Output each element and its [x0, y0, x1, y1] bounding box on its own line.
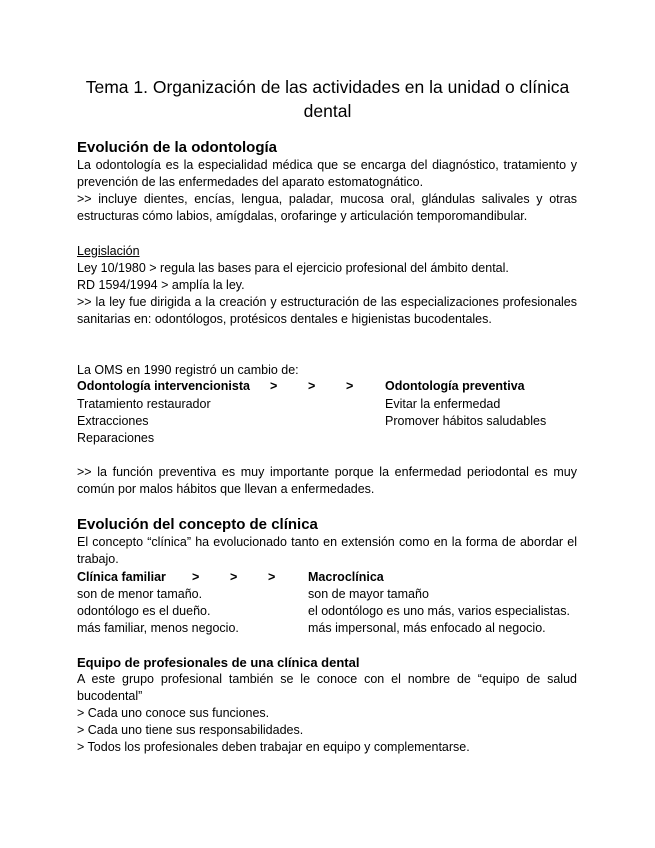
legislation-heading: Legislación — [77, 244, 140, 258]
legislation-line-1: Ley 10/1980 > regula las bases para el ejercicio profesional del ámbito dental. — [77, 261, 509, 275]
list-item: son de mayor tamaño — [308, 587, 429, 601]
list-item: Promover hábitos saludables — [385, 414, 547, 428]
oms-intro: La OMS en 1990 registró un cambio de: — [77, 363, 299, 377]
list-item: más familiar, menos negocio. — [77, 621, 239, 635]
oms-right-heading: Odontología preventiva — [385, 379, 525, 393]
list-item: Evitar la enfermedad — [385, 397, 501, 411]
oms-note: >> la función preventiva es muy importante porque la enfermedad periodontal es muy común por malos hábitos que llevan a enfermedades. — [77, 465, 577, 496]
oms-arrows — [270, 378, 353, 395]
list-item: Reparaciones — [77, 431, 155, 445]
paragraph-includes: >> incluye dientes, encías, lengua, paladar, mucosa oral, glándulas salivales y otras estructuras cómo labios, amígdalas, orofaringe y articulación temporomandibular. — [77, 192, 577, 223]
oms-left-heading: Odontología intervencionista — [77, 379, 250, 393]
list-item: Tratamiento restaurador — [77, 397, 211, 411]
legislation-line-2: RD 1594/1994 > amplía la ley. — [77, 278, 245, 292]
list-item: > Cada uno conoce sus funciones. — [77, 706, 270, 720]
arrow: > — [230, 570, 238, 584]
arrow: > — [268, 570, 276, 584]
list-item: son de menor tamaño. — [77, 587, 203, 601]
section-heading-equipo: Equipo de profesionales de una clínica dental — [77, 655, 360, 670]
list-item: > Todos los profesionales deben trabajar en equipo y complementarse. — [77, 740, 470, 754]
list-item: más impersonal, más enfocado al negocio. — [308, 621, 546, 635]
list-item: odontólogo es el dueño. — [77, 604, 211, 618]
paragraph-definition: La odontología es la especialidad médica que se encarga del diagnóstico, tratamiento y prevención de las enfermedades del aparato estomatognático. — [77, 158, 577, 189]
clinica-left-heading: Clínica familiar — [77, 570, 166, 584]
arrow: > — [270, 379, 278, 393]
clinica-right-heading: Macroclínica — [308, 570, 384, 584]
clinica-arrows — [192, 569, 275, 586]
arrow: > — [308, 379, 316, 393]
arrow: > — [192, 570, 200, 584]
page-title: Tema 1. Organización de las actividades en la unidad o clínica dental — [85, 77, 570, 121]
arrow: > — [346, 379, 354, 393]
section-heading-clinica: Evolución del concepto de clínica — [77, 516, 318, 533]
list-item: > Cada uno tiene sus responsabilidades. — [77, 723, 304, 737]
paragraph-equipo: A este grupo profesional también se le conoce con el nombre de “equipo de salud bucodental” — [77, 672, 577, 703]
list-item: Extracciones — [77, 414, 149, 428]
legislation-note: >> la ley fue dirigida a la creación y estructuración de las especializaciones profesionales sanitarias en: odontólogos, protésicos dentales e higienistas bucodentales. — [77, 295, 577, 326]
list-item: el odontólogo es uno más, varios especialistas. — [308, 604, 570, 618]
paragraph-clinica: El concepto “clínica” ha evolucionado tanto en extensión como en la forma de abordar el trabajo. — [77, 535, 577, 566]
section-heading-odontologia: Evolución de la odontología — [77, 139, 278, 156]
